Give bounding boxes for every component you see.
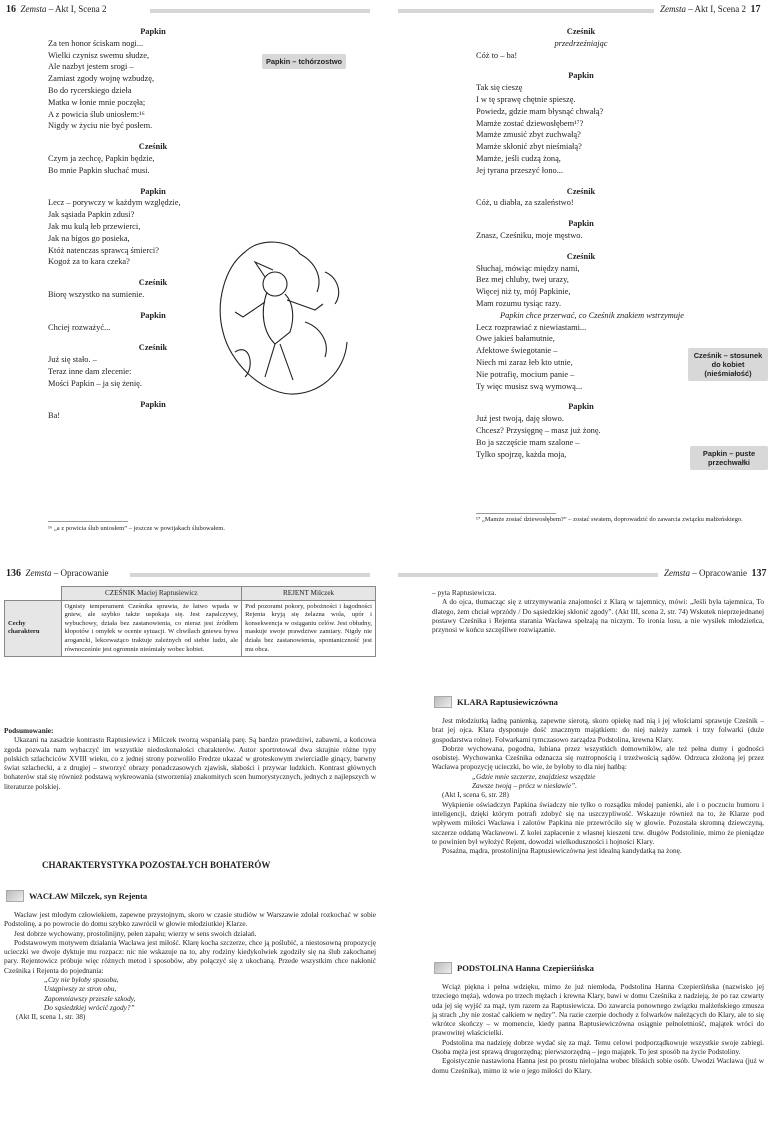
speaker-name: Papkin [140, 310, 166, 320]
paragraph: Podstolina ma nadzieję dobrze wydać się za mąż. Temu celowi podporządkowuje wszystkie swoje zabiegi. Osoba męża jest sprawą drugorzędną; pierwszorzędną – jego majątek. To jest sposób na życie Podstoliny. [432, 1037, 764, 1057]
footnote: ¹⁶ „a z powicia ślub uniosłem” – jeszcze w powijakach ślubowałem. [48, 525, 225, 532]
subheading-wacław [6, 890, 147, 902]
page-header [6, 568, 109, 579]
page-137 [384, 564, 768, 1128]
verse-line: Już jest twoją, daję słowo. [476, 414, 564, 424]
verse-line: Bo do rycerskiego dzieła [48, 85, 132, 95]
continuation-text [432, 588, 764, 634]
verse-line: Mamże zostać dziewosłębem¹⁷? [476, 118, 584, 128]
verse-line: Słuchaj, mówiąc między nami, [476, 263, 580, 273]
quote-line: Do sąsiedzkiej wrócić zgody?” [44, 1002, 135, 1012]
paragraph: – pyta Raptusiewicza. [432, 588, 497, 597]
page-16 [0, 0, 384, 564]
verse-line: I w tę sprawę chętnie spieszę. [476, 94, 576, 104]
book-title: Zemsta [660, 4, 687, 14]
header-rule [150, 9, 370, 13]
paragraph: Wacław jest młodym człowiekiem, zapewne przystojnym, skoro w czasie studiów w Warszawie zdołał rozkochać w sobie Podstolinę, a po powrocie do domu szybko zawrócił w głowie młodziutkiej Klarze. [4, 910, 376, 929]
book-title: Zemsta [20, 4, 47, 14]
verse-line: Bo ja szczęście mam szalone – [476, 437, 580, 447]
verse-line: Cóż, u diabła, za szaleństwo! [476, 198, 574, 208]
verse-line: Nigdy w życiu nie być posłem. [48, 121, 153, 131]
papkin-illustration-icon [205, 232, 355, 404]
page-header [664, 568, 767, 579]
book-title: Zemsta [25, 568, 52, 578]
page-number: 17 [750, 4, 761, 15]
verse-line: Teraz inne dam zlecenie: [48, 366, 132, 376]
stage-direction: przedrzeźniając [554, 38, 608, 48]
section-label: – Opracowanie [53, 568, 109, 578]
paragraph: Wciąż piękna i pełna wdzięku, mimo że już niemłoda, Podstolina Hanna Czepierśińska (nazwisko jej trzeciego męża), wdowa po trzech mężach i krewna Klary, bawi w domu Cześnika z nadzieją, że po raz czwarty uda jej się wyjść za mąż, tym razem za Raptusiewicza. Do zawarcia ponownego związku małżeńskiego zmusza ją strach „by nie zostać całkiem w nędzy”. Na razie czerpie dochody z folwarków należących do Klary, ale to się wkrótce skończy – w momencie, kiedy panna Raptusiewiczówna osiągnie pełnoletniość, majątek wróci do prawowitej właścicielki. [432, 982, 764, 1038]
paragraph: Jest dobrze wychowany, prostolinijny, pełen zapału; wierzy w sens swoich działań. [14, 928, 257, 938]
section-bullet-icon [434, 962, 452, 974]
verse-line: Tylko spojrzę, każda moja, [476, 449, 567, 459]
verse-line: Zamiast zgody wojnę wzbudzę, [48, 74, 155, 84]
subheading-text: PODSTOLINA Hanna Czepierśińska [457, 963, 594, 973]
verse-line: Mości Papkin – ja się żenię. [48, 378, 142, 388]
subheading-text: WACŁAW Milczek, syn Rejenta [29, 891, 148, 901]
verse-line: Bo mnie Papkin słuchać musi. [48, 165, 150, 175]
page-17 [384, 0, 768, 564]
verse-line: Za ten honor ściskam nogi... [48, 38, 144, 48]
quote-line: „Gdzie mnie szczerze, znajdziesz wszędzie [472, 771, 596, 781]
podstolina-text [432, 982, 764, 1075]
speaker-name: Cześnik [566, 27, 596, 36]
verse-line: Znasz, Cześniku, moje męstwo. [476, 230, 583, 240]
verse-line: Owe jakieś bałamutnie, [476, 334, 555, 344]
speaker-name: Papkin [140, 27, 166, 36]
section-bullet-icon [6, 890, 24, 902]
table-corner [5, 587, 62, 601]
verse-line: Już się stało. – [48, 355, 97, 365]
speaker-name: Papkin [568, 219, 594, 229]
footnote: ¹⁷ „Mamże zostać dziewosłębem?” – zostać swatem, doprowadzić do zawarcia związku małżeńskiego. [476, 516, 743, 523]
verse-line: Któż natenczas sprawcą śmierci? [48, 245, 159, 255]
verse-line: Mam rozumu tysiąc razy. [476, 298, 562, 308]
quote-line: Zawsze twoją – prócz w niesławie”. [472, 781, 578, 791]
paragraph: Dobrze wychowana, pogodna, lubiana przez wszystkich domowników, ale też pełna dumy i godności osobistej. Wychowanka Cześnika odznacza się roztropnością i trzeźwością sądów. Odrzuca złożoną jej przez Wacława propozycję ucieczki, bo wie, że byłoby to dla niej hańbą: [432, 743, 764, 772]
quote-source: (Akt I, scena 6, str. 28) [442, 790, 509, 800]
summary-heading: Podsumowanie: [4, 726, 54, 735]
quote-line: Ustąpiwszy ze stron obu, [44, 984, 117, 994]
verse-line: Biorę wszystko na sumienie. [48, 289, 145, 299]
page-header [6, 4, 107, 15]
section-bullet-icon [434, 696, 452, 708]
paragraph: Podstawowym motywem działania Wacława jest miłość. Klarę kocha szczerze, chce ją poślubić, a niestosowną propozycję ucieczki we dwoje dyktuje mu rozpacz: nic nie wskazuje na to, aby rodziny kiedykolwiek zgodziły się na ślub zakochanej pary. Rejentowicz próbuje więc różnych metod i sposobów, aby połączyć się z ukochaną. Przede wszystkim chce nakłonić Cześnika i Rejenta do pojednania: [4, 937, 376, 975]
paragraph: Wykpienie oświadczyn Papkina świadczy nie tylko o rozsądku młodej panienki, ale i o poczuciu humoru i inteligencji, dzięki którym potrafi zdobyć się na uszczypliwość. Wskazuje również na to, że Klarze pod wpływem miłości Wacława i zalotów Papkina nie przewróciło się w głowie. Pozostała skromną dziewczyną, szczerze oddaną Wacławowi. Z kolei zapłacenie z własnej kieszeni tzw. długów Podstolinie, mimo że pieniądze te powinien był wyłożyć Rejent, dowodzi wielkoduszności i hojności Klary. [432, 799, 764, 846]
table-cell-rejent: Pod pozorami pokory, pobożności i łagodności Rejenta kryją się żelazna wola, upór i konsekwencja w osiąganiu celów. Jest obłudny, maskuje swoje prawdziwe zamiary. Nigdy nie działa bez zastanowienia, spontaniczność jest mu obca. [242, 600, 376, 657]
footnote-rule [48, 521, 128, 522]
speaker-name: Papkin [140, 186, 166, 196]
speaker-name: Cześnik [566, 251, 596, 261]
wacław-text [4, 910, 376, 1022]
table-header-rejent: REJENT Milczek [242, 587, 376, 601]
page-number: 136 [6, 568, 21, 579]
verse-line: Ty więc musisz swą wymową... [476, 381, 583, 391]
table-cell-cześnik: Ognisty temperament Cześnika sprawia, że łatwo wpada w gniew, ale szybko także uspokaja się. Jest zapalczywy, wybuchowy, działa bez zastanowienia, co nieraz jest źródłem kłopotów i omyłek w ocenie sytuacji. W chwilach gniewu bywa arogancki, lekceważąco traktuje zależnych od siebie ludzi, ale równocześnie jest ogromnie nieśmiały wobec kobiet. [61, 600, 242, 657]
paragraph: A do ojca, tłumacząc się z utrzymywania znajomości z Klarą w tajemnicy, mówi: „Jeśli była tajemnica, To dlatego, żem chciał wprzódy / Do sąsiedzkiej skłonić zgody”. (Akt III, scena 2, str. 74) Wskutek nieprzejednanej postawy Cześnika i Rejenta starania Wacława spełzają na niczym. To ironia losu, a nie wysiłek młodzieńca, przynosi w końcu szczęśliwe rozwiązanie. [432, 597, 764, 635]
verse-line: Wielki czynisz swemu słudze, [48, 50, 150, 60]
verse-line: Tak się cieszę [476, 83, 523, 93]
verse-line: A z powicia ślub uniosłem:¹⁶ [48, 109, 145, 119]
margin-note-papkin: Papkin – puste przechwałki [690, 446, 768, 470]
verse-line: Niech mi zaraz łeb kto utnie, [476, 357, 573, 367]
verse-line: Lecz – porywczy w każdym względzie, [48, 198, 181, 208]
verse-line: Chcesz? Przysięgnę – masz już żonę. [476, 425, 601, 435]
klara-text [432, 716, 764, 855]
summary-paragraph: Ukazani na zasadzie kontrastu Raptusiewicz i Milczek tworzą wspaniałą parę. Są bardzo prawdziwi, zabawni, a końcowa zgoda pozwala nam wybaczyć im wszystkie niedoskonałości charakterów. Autor sportretował dwa skrajnie różne typy polskich szlachciców XVIII wieku, co z jednej strony pozwoliło Fredrze ukazać w groteskowym zwierciadle ginący, barwny świat szlachecki, a z drugiej – stworzyć obrazy ponadczasowych zjawisk, słabości i przywar ludzkich. Kontrast głównych bohaterów stał się również podstawą wykreowania (stworzenia) znakomitych scen humorystycznych, jednych z najlepszych w literaturze polskiej. [4, 735, 376, 791]
book-title: Zemsta [664, 568, 691, 578]
verse-line: Jej tyrana przeszyć łono... [476, 165, 563, 175]
quote-source: (Akt II, scena 1, str. 38) [16, 1012, 86, 1022]
section-label: – Akt I, Scena 2 [48, 4, 107, 14]
subheading-text: KLARA Raptusiewiczówna [457, 697, 558, 707]
quote-line: Zapomniawszy przeszłe szkody, [44, 993, 136, 1003]
section-heading: CHARAKTERYSTYKA POZOSTAŁYCH BOHATERÓW [42, 860, 271, 870]
dialogue [476, 26, 686, 460]
speaker-name: Papkin [568, 402, 594, 412]
verse-line: Jak na bigos go posieka, [48, 233, 130, 243]
subheading-podstolina [434, 962, 594, 974]
speaker-name: Cześnik [138, 343, 168, 353]
verse-line: Ale nazbyt jestem srogi – [48, 62, 134, 72]
verse-line: Jak sąsiada Papkin zdusi? [48, 210, 135, 220]
verse-line: Jak mu kulą łeb przewierci, [48, 221, 141, 231]
speaker-name: Cześnik [566, 186, 596, 196]
verse-line: Afektowe świegotanie – [476, 346, 558, 356]
header-rule [398, 573, 658, 577]
verse-line: Matka w łonie mnie poczęła; [48, 97, 146, 107]
verse-line: Mamże, jeśli cudzą żoną, [476, 153, 561, 163]
table-header-cześnik: CZEŚNIK Maciej Raptusiewicz [61, 587, 242, 601]
verse-line: Kogoż za to kara czeka? [48, 257, 130, 267]
table-row-label: Cechy charakteru [5, 600, 62, 657]
speaker-name: Papkin [140, 399, 166, 409]
verse-line: Bez mej chluby, twej urazy, [476, 275, 569, 285]
quote-line: „Czy nie byłoby sposobu, [44, 975, 119, 985]
paragraph: Egoistycznie nastawiona Hanna jest po prostu nielojalna wobec bliskich sobie osób. Uwodzi Wacława (już w domu Cześnika), mimo iż wie o jego miłości do Klary. [432, 1056, 764, 1075]
margin-note: Papkin – tchórzostwo [262, 54, 346, 69]
header-rule [398, 9, 654, 13]
page-136 [0, 564, 384, 1128]
subheading-klara [434, 696, 558, 708]
header-rule [130, 573, 370, 577]
speaker-name: Cześnik [138, 142, 168, 152]
verse-line: Mamże skłonić zbyt nieśmiałą? [476, 142, 582, 152]
verse-line: Chciej rozważyć... [48, 322, 111, 332]
verse-line: Więcej niż ty, mój Papkinie, [476, 287, 571, 297]
character-table [4, 586, 376, 657]
section-label: – Opracowanie [692, 568, 747, 578]
verse-line: Powiedz, gdzie mam błysnąć chwałą? [476, 106, 604, 116]
stage-direction: Papkin chce przerwać, co Cześnik znakiem wstrzymuje [500, 310, 684, 320]
verse-line: Nie potrafię, mocium panie – [476, 369, 575, 379]
verse-line: Czym ja zechcę, Papkin będzie, [48, 153, 155, 163]
margin-note-cześnik: Cześnik – stosunek do kobiet (nieśmiałość) [688, 348, 768, 381]
speaker-name: Papkin [568, 71, 594, 81]
speaker-name: Cześnik [138, 278, 168, 288]
verse-line: Mamże zmusić zbyt zuchwałą? [476, 130, 581, 140]
paragraph: Posażna, mądra, prostolinijna Raptusiewiczówna jest idealną kandydatką na żonę. [442, 846, 682, 856]
section-label: – Akt I, Scena 2 [688, 4, 747, 14]
page-header [660, 4, 761, 15]
page-number: 16 [6, 4, 16, 15]
verse-line: Lecz rozprawiać z niewiastami... [476, 322, 587, 332]
summary-block [4, 726, 376, 791]
paragraph: Jest młodziutką ładną panienką, zapewne sierotą, skoro opiekę nad nią i jej włościami sprawuje Cześnik – brat jej ojca. Klara dysponuje dość znacznym majątkiem: do niej należy zamek i trzy folwarki (duże gospodarstwa rolne). Folwarkami tymczasowo zarządza Podstolina, krewna Klary. [432, 716, 764, 744]
footnote-rule [476, 513, 556, 514]
verse-line: Cóż to – ba! [476, 50, 518, 60]
page-number: 137 [751, 568, 767, 579]
verse-line: Ba! [48, 411, 61, 421]
